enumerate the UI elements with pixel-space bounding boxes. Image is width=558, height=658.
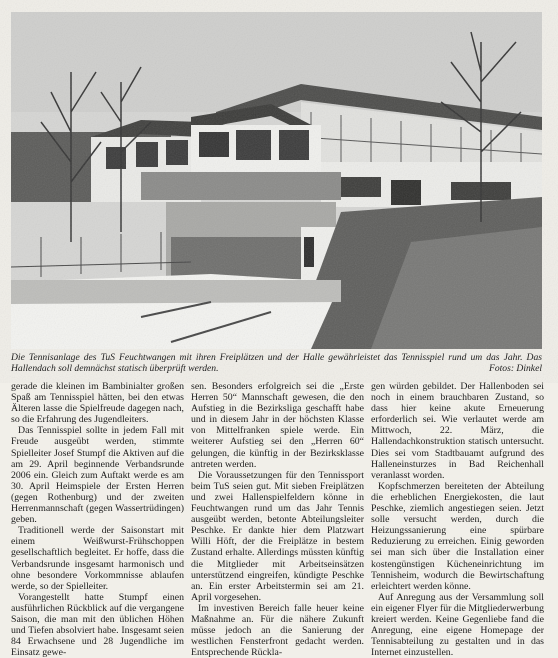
article-column-1 xyxy=(11,381,184,658)
article-column-2 xyxy=(191,381,364,658)
paragraph: Das Tennisspiel sollte in jedem Fall mit Freude ausgeübt werden, stimmte Spielleiter Josef Stumpf die Aktiven auf die am 29. April beginnende Verbandsrunde 2006 ein. Gleich zum Auftakt werde es am 30. April Heimspiele der Ersten Herren (gegen Rothenburg) und der zweiten Herrenmannschaft (gegen Wassertrüdingen) geben. xyxy=(11,425,184,526)
paragraph: sen. Besonders erfolgreich sei die „Erste Herren 50“ Mannschaft gewesen, die den Aufstieg in die Bezirksliga geschafft habe und in diesem Jahr in der höchsten Klasse von Mittelfranken spiele werde. Ein weiterer Aufstieg sei den „Herren 60“ gelungen, die künftig in der Bezirksklasse antreten werden. xyxy=(191,381,364,470)
paragraph: Die Voraussetzungen für den Tennissport beim TuS seien gut. Mit sieben Freiplätzen und zwei Hallenspielfeldern könne in Feuchtwangen rund um das Jahr Tennis ausgeübt werden, betonte Abteilungsleiter Peschke. Er dankte hier dem Platzwart Willi Höft, der die Freiplätze in bestem Zustand erhalte. Allerdings müssten künftig die Mitglieder mit Arbeitseinsätzen unterstützend eingreifen, kündigte Peschke an. Ein erster Arbeitstermin sei am 21. April vorgesehen. xyxy=(191,469,364,603)
article-body xyxy=(11,381,544,658)
caption-text: Die Tennisanlage des TuS Feuchtwangen mit ihren Freiplätzen und der Halle gewährleistet das Tennisspiel rund um das Jahr. Das Hallendach soll demnächst statisch überprüft werden. xyxy=(11,352,542,374)
photo-caption xyxy=(11,352,542,374)
photo xyxy=(11,12,542,349)
photo-credit: Fotos: Dinkel xyxy=(488,363,542,374)
paragraph: gen würden gebildet. Der Hallenboden sei noch in einem brauchbaren Zustand, so dass hier keine akute Erneuerung erforderlich sei. Wie verlautet werde am Mittwoch, 22. März, die Hallendachkonstruktion statisch untersucht. Dies sei vom Stadtbauamt aufgrund des Halleneinsturzes in Bad Reichenhall veranlasst worden. xyxy=(371,381,544,481)
paragraph: Traditionell werde der Saisonstart mit einem Weißwurst-Frühschoppen gesellschaftlich begleitet. Er hoffe, dass die Verbandsrunde insgesamt harmonisch und ohne besondere Vorkommnisse ablaufen werde, so der Spielleiter. xyxy=(11,525,184,592)
paragraph: gerade die kleinen im Bambinialter großen Spaß am Tennisspiel hätten, bei den etwas Älteren lasse die Spielfreude dagegen nach, so die Erfahrung des Jugendleiters. xyxy=(11,381,184,426)
paragraph: Auf Anregung aus der Versammlung soll ein eigener Flyer für die Mitgliederwerbung kreiert werden. Keine Gegenliebe fand die Anregung, eine eigene Homepage der Tennisabteilung zu gestalten und in das Internet einzustellen. xyxy=(371,591,544,658)
paragraph: Im investiven Bereich falle heuer keine Maßnahme an. Für die nähere Zukunft müsse jedoch an die Sanierung der westlichen Fensterfront gedacht werden. Entsprechende Rückla- xyxy=(191,602,364,658)
paragraph: Vorangestellt hatte Stumpf einen ausführlichen Rückblick auf die vergangene Saison, die man mit den üblichen Höhen und Tiefen absolviert habe. Insgesamt seien 84 Erwachsene und 28 Jugendliche im Einsatz gewe- xyxy=(11,591,184,658)
article-column-3 xyxy=(371,381,544,658)
paragraph: Kopfschmerzen bereiteten der Abteilung die erheblichen Energiekosten, die laut Peschke, ziemlich angestiegen seien. Jetzt solle versucht werden, durch die Heizungssanierung eine spürbare Reduzierung zu erreichen. Einig geworden sei man sich über die Installation einer kostengünstigen Kücheneinrichtung im Tennisheim, wodurch die Bewirtschaftung erleichtert werden könne. xyxy=(371,480,544,592)
